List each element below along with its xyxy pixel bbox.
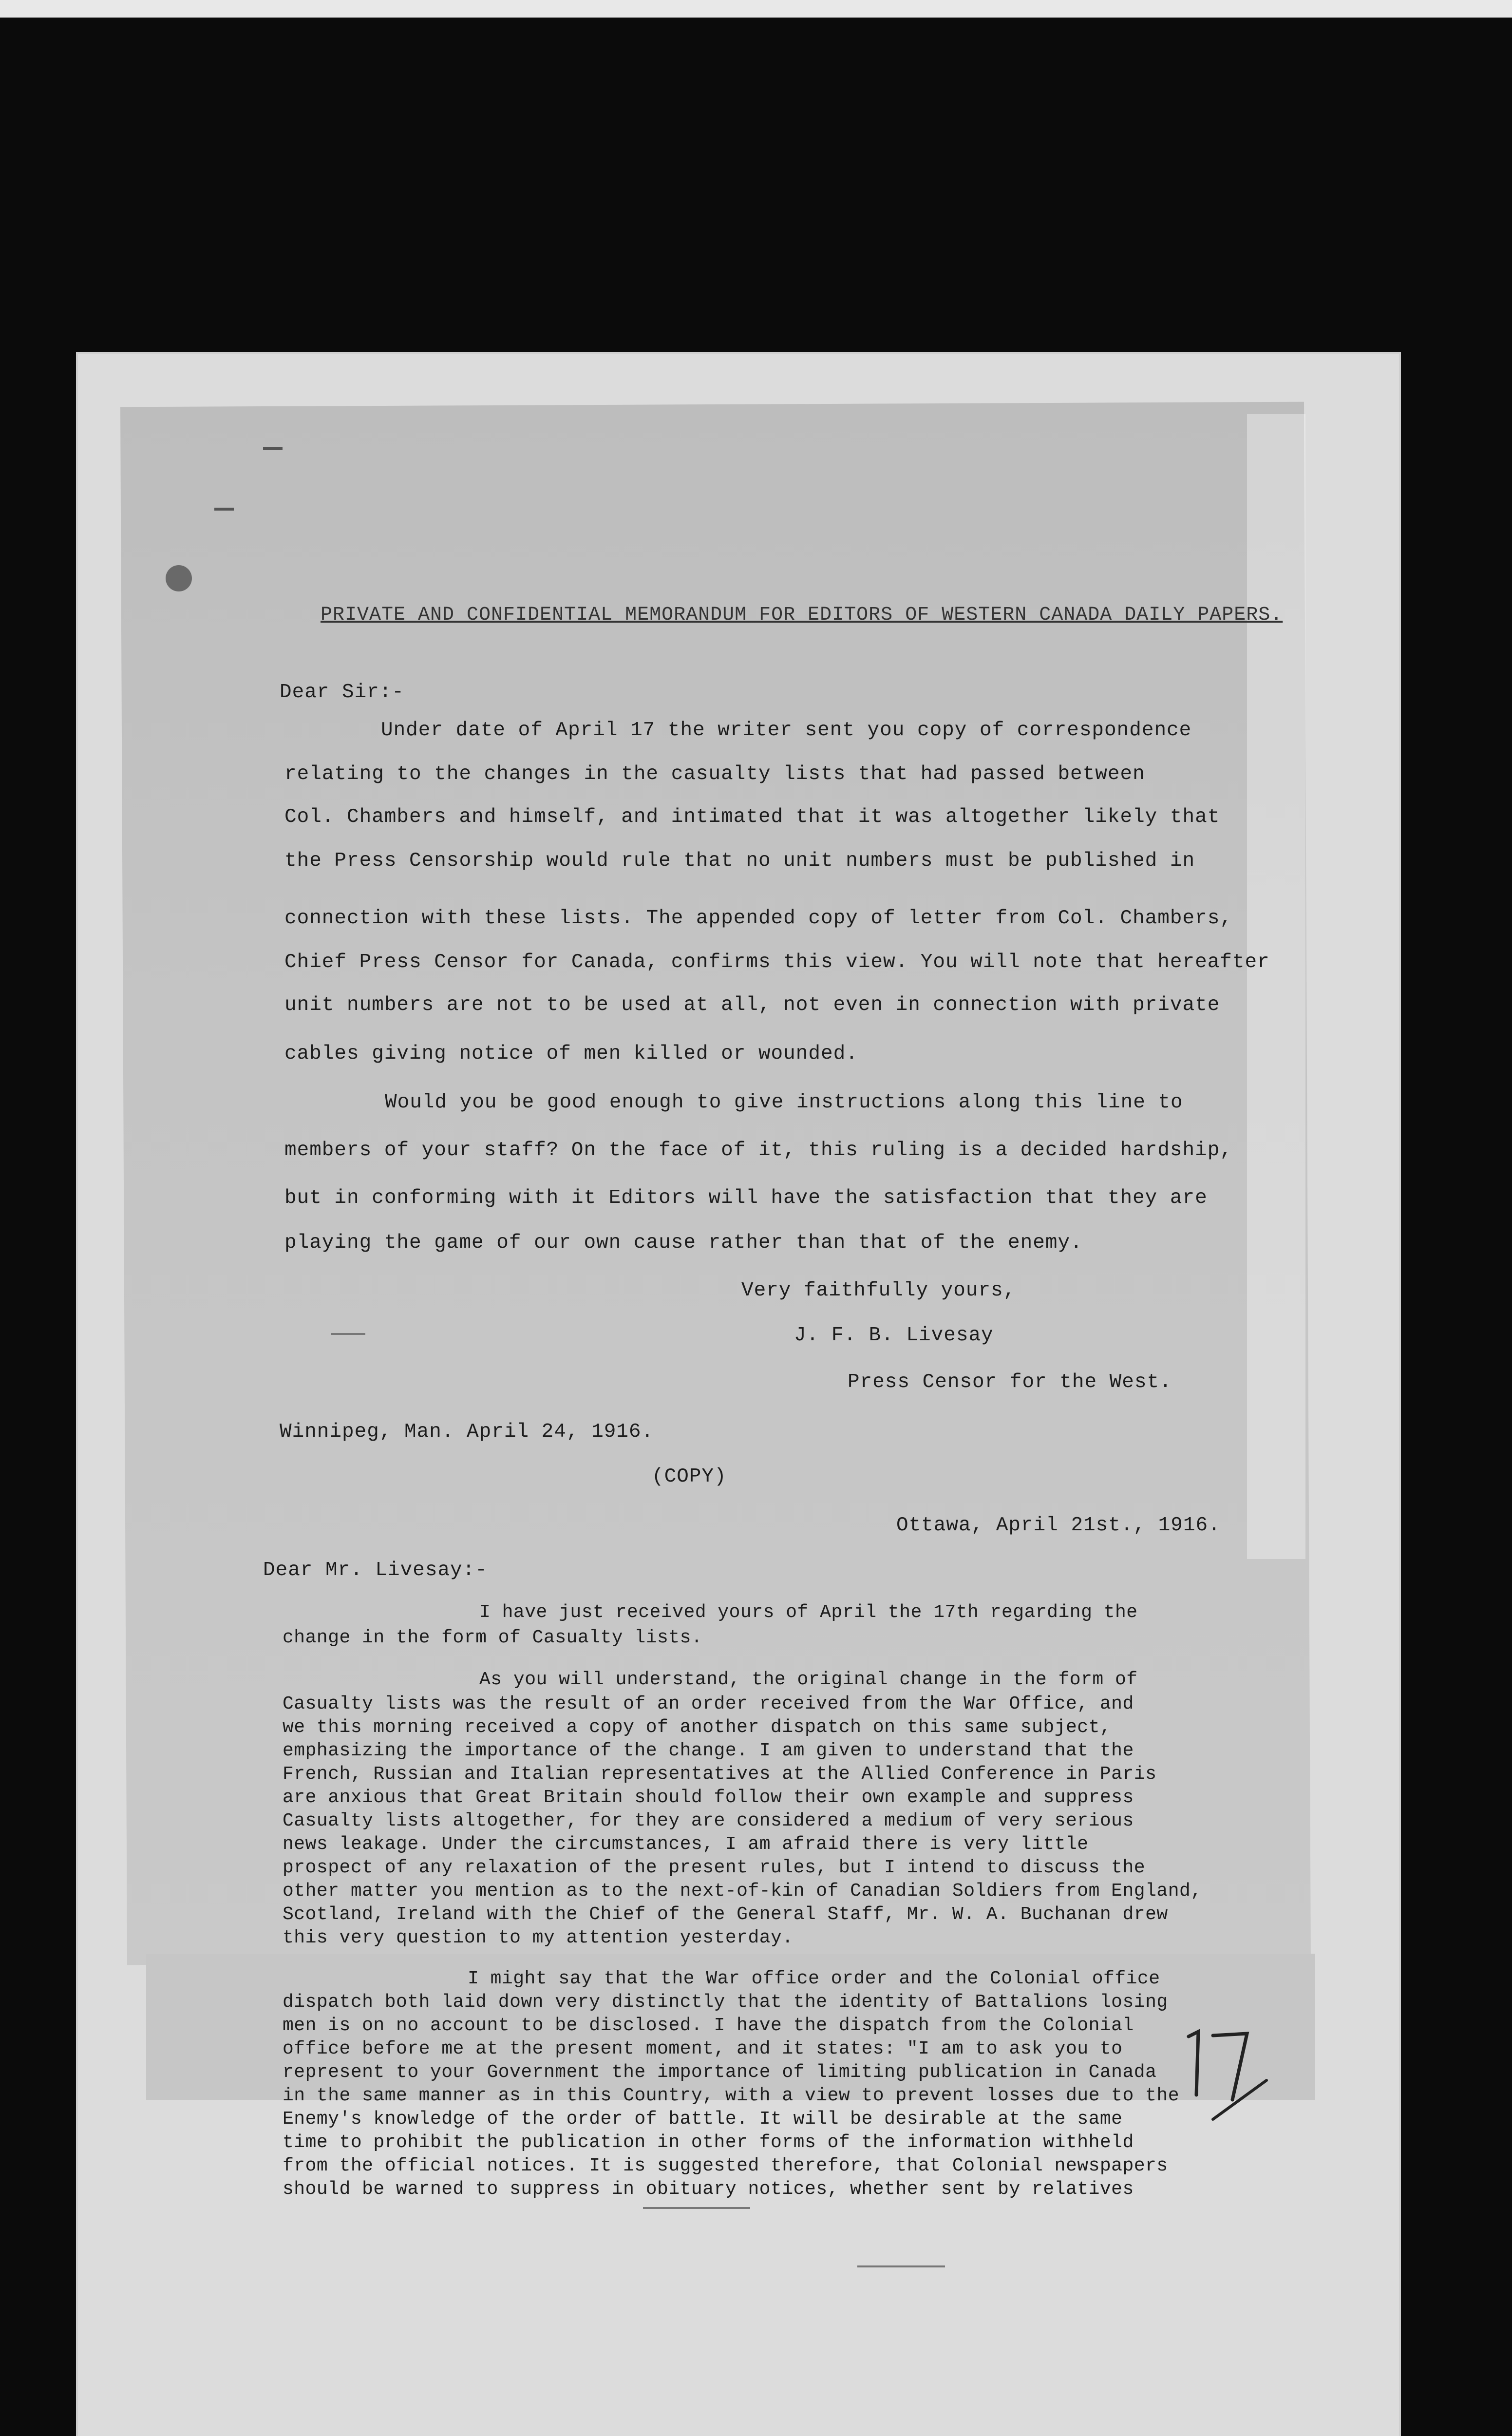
copy-line: should be warned to suppress in obituary notices, whether sent by relatives	[283, 2179, 1134, 2200]
copy-salutation: Dear Mr. Livesay:-	[263, 1559, 488, 1581]
sheet-fold-shade	[1247, 414, 1305, 1559]
copy-line: Casualty lists was the result of an order received from the War Office, and	[283, 1694, 1134, 1714]
punch-hole	[166, 565, 192, 591]
handwritten-folio-number	[1179, 2022, 1276, 2124]
copy-line: in the same manner as in this Country, with a view to prevent losses due to the	[283, 2085, 1179, 2106]
copy-line: we this morning received a copy of another dispatch on this same subject,	[283, 1717, 1112, 1738]
memo-body-line: relating to the changes in the casualty lists that had passed between	[284, 763, 1145, 785]
copy-line: change in the form of Casualty lists.	[283, 1627, 703, 1648]
stray-mark	[331, 1333, 365, 1335]
memo-signature: J. F. B. Livesay	[794, 1324, 994, 1347]
film-frame-top-edge	[0, 0, 1512, 18]
memo-body-line: playing the game of our own cause rather than that of the enemy.	[284, 1232, 1083, 1254]
copy-line: Casualty lists altogether, for they are considered a medium of very serious	[283, 1810, 1134, 1831]
copy-line: time to prohibit the publication in other forms of the information withheld	[283, 2132, 1134, 2153]
copy-line: are anxious that Great Britain should follow their own example and suppress	[283, 1787, 1134, 1808]
stray-mark	[643, 2207, 750, 2209]
copy-line: office before me at the present moment, and it states: "I am to ask you to	[283, 2038, 1123, 2059]
memo-body-line: the Press Censorship would rule that no unit numbers must be published in	[284, 850, 1195, 872]
copy-line: emphasizing the importance of the change. I am given to understand that the	[283, 1740, 1134, 1761]
stray-mark	[857, 2265, 945, 2267]
copy-line: men is on no account to be disclosed. I have the dispatch from the Colonial	[283, 2015, 1134, 2036]
memo-body-line: Col. Chambers and himself, and intimated that it was altogether likely that	[284, 806, 1220, 828]
memo-place-date: Winnipeg, Man. April 24, 1916.	[280, 1421, 654, 1443]
copy-line: As you will understand, the original change in the form of	[479, 1669, 1138, 1690]
memo-salutation: Dear Sir:-	[280, 681, 405, 704]
copy-line: Scotland, Ireland with the Chief of the General Staff, Mr. W. A. Buchanan drew	[283, 1904, 1168, 1925]
memo-body-line: connection with these lists. The appended copy of letter from Col. Chambers,	[284, 907, 1232, 930]
copy-line: represent to your Government the importance of limiting publication in Canada	[283, 2062, 1157, 2083]
copy-line: other matter you mention as to the next-of-kin of Canadian Soldiers from England,	[283, 1881, 1202, 1902]
margin-mark	[214, 508, 234, 511]
memo-closing: Very faithfully yours,	[741, 1279, 1016, 1302]
memo-body-line: Under date of April 17 the writer sent you copy of correspondence	[381, 719, 1192, 742]
memo-body-line: unit numbers are not to be used at all, not even in connection with private	[284, 994, 1220, 1016]
copy-line: dispatch both laid down very distinctly that the identity of Battalions losing	[283, 1992, 1168, 2013]
copy-line: prospect of any relaxation of the present rules, but I intend to discuss the	[283, 1857, 1146, 1878]
copy-dateline: Ottawa, April 21st., 1916.	[896, 1514, 1221, 1537]
copy-label: (COPY)	[652, 1465, 727, 1488]
copy-line: French, Russian and Italian representatives at the Allied Conference in Paris	[283, 1764, 1157, 1785]
copy-line: Enemy's knowledge of the order of battle. It will be desirable at the same	[283, 2109, 1123, 2130]
copy-line: I have just received yours of April the 17th regarding the	[479, 1602, 1138, 1623]
margin-mark	[263, 447, 283, 450]
copy-line: news leakage. Under the circumstances, I am afraid there is very little	[283, 1834, 1089, 1855]
copy-line: this very question to my attention yesterday.	[283, 1927, 794, 1948]
memo-heading: PRIVATE AND CONFIDENTIAL MEMORANDUM FOR EDITORS OF WESTERN CANADA DAILY PAPERS.	[321, 604, 1283, 626]
copy-line: from the official notices. It is suggested therefore, that Colonial newspapers	[283, 2155, 1168, 2176]
memo-body-line: Would you be good enough to give instructions along this line to	[385, 1091, 1183, 1114]
memo-body-line: but in conforming with it Editors will have the satisfaction that they are	[284, 1187, 1208, 1209]
memo-body-line: members of your staff? On the face of it, this ruling is a decided hardship,	[284, 1139, 1232, 1161]
memo-body-line: Chief Press Censor for Canada, confirms this view. You will note that hereafter	[284, 951, 1270, 973]
memo-body-line: cables giving notice of men killed or wounded.	[284, 1043, 858, 1065]
memo-signer-title: Press Censor for the West.	[848, 1371, 1172, 1393]
copy-line: I might say that the War office order and the Colonial office	[468, 1968, 1160, 1989]
